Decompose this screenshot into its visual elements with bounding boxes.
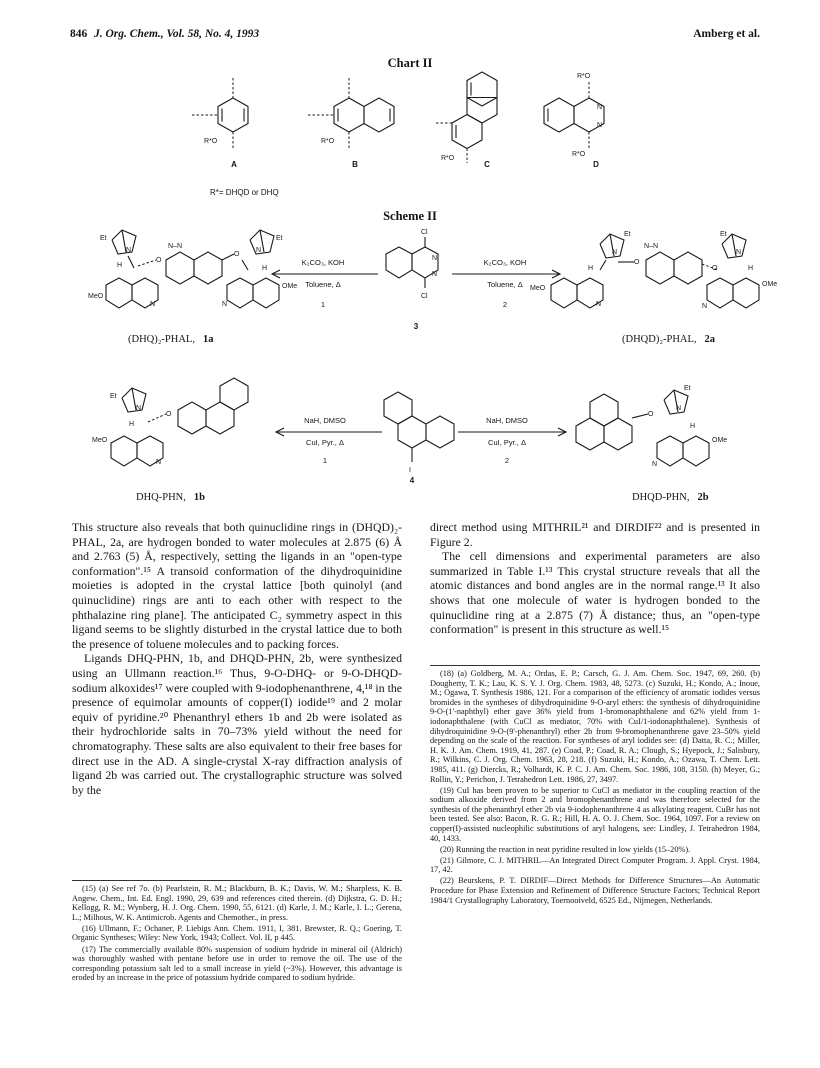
row2-right-cond: CuI, Pyr., Δ [488,438,526,447]
structure-a [192,78,248,148]
row1-right-num: 2 [502,300,508,309]
body-left-column [72,520,402,797]
svg-text:N–N: N–N [644,243,659,250]
row2-left-cond: CuI, Pyr., Δ [306,438,344,447]
svg-text:R*O: R*O [204,138,218,145]
svg-text:O: O [234,251,240,258]
structure-b [308,78,394,148]
body-right-column [430,520,760,637]
chart-note: R*= DHQD or DHQ [210,188,279,197]
page-number: 846 [70,28,88,40]
footnote: (15) (a) See ref 7o. (b) Pearlstein, R. M.; Blackburn, B. K.; Davis, W. M.; Sharpless, K. B. Angew. Chem., Int. Ed. Engl. 1990, 29, 639 and references cited therein. (d) Dijkstra, G. D. H.; Kellogg, R. M.; Wynberg, H. J. Org. Chem. 1990, 55, 6121. (d) Karle, J. M.; Karle, I. L.; Gerena, L.; Milhous, W. K. Antimicrob. Agents and Chemother., in press. [72,884,402,922]
molecule-2a [530,231,777,310]
footnote: (17) The commercially available 80% suspension of sodium hydride in mineral oil (Aldrich) was thoroughly washed with pentane before use in order to remove the oil. The use of the corresponding potassium salt led to a small increase in yield (~3%). However, this advantage is eroded by an increase in the price of potassium hydride compared to sodium hydride. [72,944,402,983]
svg-text:N: N [256,247,262,254]
footnote: (16) Ullmann, F.; Ochaner, P. Liebigs Ann. Chem. 1911, I, 381. Brewster, R. Q.; Goering, T. Organic Syntheses; Wiley: New York, 1943; Collect. Vol. II, p 445. [72,923,402,943]
svg-text:R*O: R*O [441,155,455,162]
svg-text:Et: Et [624,231,631,238]
row1-left-solvent: Toluene, Δ [305,280,341,289]
svg-text:N: N [432,255,438,262]
row2-right-reagent: NaH, DMSO [486,416,528,425]
paragraph: This structure also reveals that both quinuclidine rings in (DHQD)₂-PHAL, 2a, are hydrogen bonded to water molecules at 2.875 (6) Å and 2.763 (5) Å, respectively, setting the ligands in an "open-type conformation".¹⁵ A transoid conformation of the dihydroquinidine moieties is adopted in the crystal lattice [both quinolyl (and quinuclidine) rings are anti to each other with respect to the phthalazine ring plane]. The anticipated C₂ symmetry aspect in this ligand seems to be slightly disturbed in the crystal lattice due to both the presence of toluene molecules and to packing forces. [72,520,402,651]
paragraph: direct method using MITHRIL²¹ and DIRDIF²² and is presented in Figure 2. [430,520,760,549]
footnote: (20) Running the reaction in neat pyridine resulted in low yields (15–20%). [440,844,691,854]
svg-text:O: O [648,411,654,418]
footnote: (19) CuI has been proven to be superior to CuCl as mediator in the coupling reaction of the sodium alkoxide derived from 2 and bromophenanthrene and was therefore selected for the synthesis of the phenanthryl ether 2b via 9-iodophenanthrene 4 as alkylating reagent. CuBr has not been tested. See also: Bacon, R. G. R.; Hill, H. A. O. J. Chem. Soc. 1964, 1097. For a review on copper(I)-assisted nucleophilic substitutions of aryl halogens, see: Lindley, J. Tetrahedron 1984, 40, 1433. [430,785,760,843]
svg-text:Et: Et [276,235,283,242]
chart-structures [0,68,820,178]
journal-citation: J. Org. Chem., Vol. 58, No. 4, 1993 [94,28,260,40]
svg-text:N: N [597,104,603,111]
svg-text:Et: Et [720,231,727,238]
svg-text:Et: Et [100,235,107,242]
svg-text:H: H [690,423,696,430]
footnotes-right [430,669,760,907]
svg-text:Cl: Cl [421,293,428,300]
chart-label-b: B [352,160,358,169]
svg-text:N: N [612,249,618,256]
row1-left-reagent: K₂CO₃, KOH [301,258,345,267]
scheme-row1-structures [0,222,820,332]
svg-text:Et: Et [110,393,117,400]
molecule-1b [92,378,248,466]
svg-text:MeO: MeO [88,293,104,300]
structure-c [436,72,497,163]
svg-text:O: O [156,257,162,264]
chart-label-d: D [593,160,599,169]
svg-text:OMe: OMe [712,437,728,444]
svg-text:N: N [702,303,708,310]
running-header [70,28,760,44]
svg-text:H: H [117,262,123,269]
svg-text:N–N: N–N [168,243,183,250]
svg-text:N: N [156,459,162,466]
svg-text:Et: Et [684,385,691,392]
footnote-rule [430,665,760,666]
footnotes-left [72,884,402,984]
svg-text:N: N [432,271,438,278]
molecule-1a [88,230,297,308]
row1-left-num: 1 [320,300,326,309]
svg-text:R*O: R*O [321,138,335,145]
svg-text:O: O [166,411,172,418]
svg-text:N: N [596,301,602,308]
footnote: (18) (a) Goldberg, M. A.; Ordas, E. P.; Carsch, G. J. Am. Chem. Soc. 1947, 69, 260. (b) Dougherty, T. K.; Lau, K. S. Y. J. Org. Chem. 1983, 48, 5273. (c) Suzuki, H.; Kondo, A.; Inoue, M.; Ogawa, T. Synthesis 1986, 121. For a comparison of the efficiency of aromatic iodides versus bromides in the syntheses of dihydroquinidine 9-O-aryl ethers: the synthesis of dihydroquinidine 9-O-(1'-naphthyl) ether gave 36% yield from 1-bromonaphthalene and 62% yield from 1-iodonaphthalene (with CuCl as mediator, 70% with CuI/1-iodonaphthalene). Synthesis of dihydroquinidine 9-O-(9'-phenanthryl) ether 2b from 9-bromophenanthrene gave 23–50% yield depending on the scale of the reaction. For syntheses of aryl iodides see: (d) Datta, R. C.; Miller, H. K. J. Am. Chem. 1919, 41, 287. (e) Coad, P.; Coad, R. A.; Clough, S.; Hyepock, J.; Salisbury, R.; Wilkins, C. J. Org. Chem. 1963, 28, 218. (f) Suzuki, H.; Kondo, A.; Ozawa, T. Chem. Lett. 1985, 411. (g) Diercks, R.; Volhardt, K. P. C. J. Am. Chem. Soc. 1986, 108, 3150. (h) Meyer, G.; Rollin, Y.; Perichon, J. Tetrahedron Lett. 1986, 27, 3497. [430,669,760,784]
molecule-2b [576,385,727,468]
svg-text:OMe: OMe [282,283,298,290]
svg-text:I: I [409,467,411,474]
svg-text:N: N [736,249,742,256]
compound-1a-name: (DHQ)₂-PHAL, 1a [128,334,214,345]
svg-text:N: N [150,301,156,308]
molecule-4 [384,392,454,474]
svg-text:MeO: MeO [530,285,546,292]
compound-2a-name: (DHQD)₂-PHAL, 2a [622,334,716,345]
scheme-title: Scheme II [383,209,437,223]
svg-text:O: O [712,265,718,272]
footnote-rule [72,880,402,881]
chart-title: Chart II [387,56,433,70]
chart-label-a: A [231,160,237,169]
svg-text:N: N [222,301,228,308]
row1-right-solvent: Toluene, Δ [487,280,523,289]
svg-text:N: N [126,247,132,254]
svg-text:O: O [634,259,640,266]
svg-text:N: N [136,405,142,412]
svg-text:MeO: MeO [92,437,108,444]
svg-text:H: H [262,265,268,272]
row1-right-reagent: K₂CO₃, KOH [483,258,527,267]
chart-label-c: C [484,160,490,169]
row2-left-reagent: NaH, DMSO [304,416,346,425]
svg-text:N: N [597,122,603,129]
row2-left-num: 1 [322,456,328,465]
molecule-3 [386,229,438,300]
row2-right-num: 2 [504,456,510,465]
authors: Amberg et al. [693,28,760,40]
compound-3-label: 3 [413,322,419,331]
svg-text:R*O: R*O [572,151,586,158]
svg-text:N: N [676,405,682,412]
footnote: (21) Gilmore, C. J. MITHRIL—An Integrated Direct Computer Program. J. Appl. Cryst. 1984, 17, 42. [430,855,760,875]
scheme-row2-structures [0,380,820,490]
paragraph: Ligands DHQ-PHN, 1b, and DHQD-PHN, 2b, were synthesized using an Ullmann reaction.¹⁶ Thus, 9-O-DHQ- or 9-O-DHQD-sodium alkoxides¹⁷ were coupled with 9-iodophenanthrene, 4,¹⁸ in the presence of equimolar amounts of copper(I) iodide¹⁹ and 2 molar equiv of pyridine.²⁰ Phenanthryl ethers 1b and 2b were isolated as their hydrochloride salts in 70–73% yield without the need for chromatography. These salts are also equivalent to their free bases for direct use in the AD. A single-crystal X-ray diffraction analysis of ligand 2b was carried out. The crystallographic structure was solved by the [72,651,402,797]
svg-text:H: H [748,265,754,272]
svg-text:R*O: R*O [577,73,591,80]
compound-4-label: 4 [409,476,415,485]
compound-2b-name: DHQD-PHN, 2b [632,492,709,503]
structure-d [544,73,604,158]
svg-text:H: H [129,421,135,428]
footnote: (22) Beurskens, P. T. DIRDIF—Direct Methods for Difference Structures—An Automatic Procedure for Phase Extension and Refinement of Difference Structure Factors; Technical Report 1984/1 Crystallography Laboratory, Toernooiveld, 6525 Ed., Nijmegen, Netherlands. [430,876,760,905]
svg-text:Cl: Cl [421,229,428,236]
svg-text:OMe: OMe [762,281,778,288]
svg-text:H: H [588,265,594,272]
svg-text:N: N [652,461,658,468]
paragraph: The cell dimensions and experimental parameters are also summarized in Table I.¹³ This crystal structure reveals that all the atomic distances and bond angles are in the normal range.¹³ It also shows that one molecule of water is hydrogen bonded to the quinuclidine ring at a 2.875 (7) Å distance; thus, an "open-type conformation" is present in this structure as well.¹⁵ [430,549,760,637]
compound-1b-name: DHQ-PHN, 1b [136,492,205,503]
